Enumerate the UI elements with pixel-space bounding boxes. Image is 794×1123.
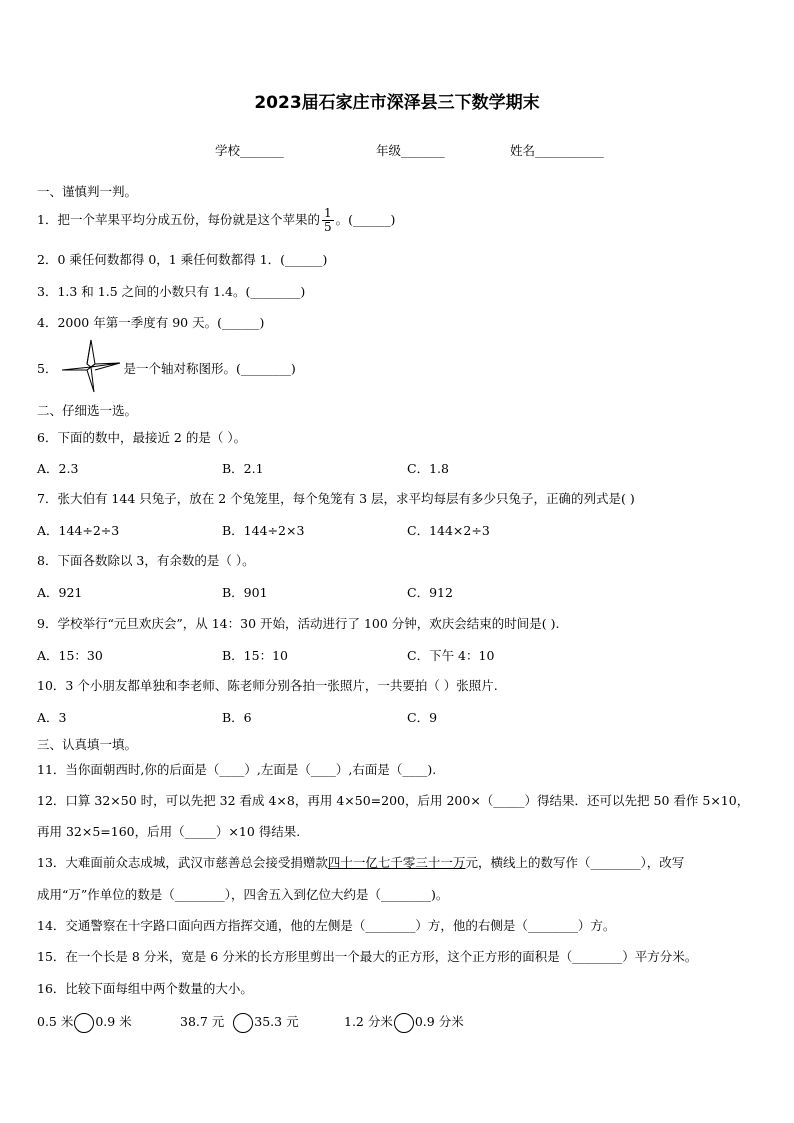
- compare-pair-3: [344, 1012, 464, 1033]
- question-13-line-2: 成用“万”作单位的数是（________），四舍五入到亿位大约是（________)。: [37, 887, 449, 902]
- question-10-option-b[interactable]: B．6: [222, 710, 252, 725]
- compare-circle[interactable]: [394, 1013, 414, 1033]
- question-8-option-b[interactable]: B．901: [222, 585, 268, 600]
- question-11: 11．当你面朝西时,你的后面是（____）,左面是（____）,右面是（____).: [37, 762, 437, 777]
- section-3-heading: 三、认真填一填。: [37, 737, 138, 752]
- compare-right: 35.3 元: [254, 1014, 299, 1029]
- question-1-answer[interactable]: 。(______): [335, 212, 396, 227]
- question-10-option-a[interactable]: A．3: [37, 710, 67, 725]
- question-9-option-a[interactable]: A．15：30: [37, 648, 103, 663]
- question-13-suffix: 元，横线上的数写作（________），改写: [465, 855, 685, 870]
- question-8-option-a[interactable]: A．921: [37, 585, 83, 600]
- question-6-option-c[interactable]: C．1.8: [407, 461, 449, 476]
- question-10-option-c[interactable]: C．9: [407, 710, 438, 725]
- question-12-line-2: 再用 32×5=160，后用（_____）×10 得结果.: [37, 824, 301, 839]
- compare-pair-2: [180, 1012, 299, 1033]
- question-12-line-1: 12．口算 32×50 时，可以先把 32 看成 4×8，再用 4×50=200，后用 200×（_____）得结果．还可以先把 50 看作 5×10，: [37, 793, 750, 808]
- question-8: 8．下面各数除以 3，有余数的是（ ）。: [37, 553, 255, 568]
- question-9-option-b[interactable]: B．15：10: [222, 648, 288, 663]
- question-10: 10．3 个小朋友都单独和李老师、陈老师分别各拍一张照片，一共要拍（ ）张照片.: [37, 678, 498, 693]
- question-16: 16．比较下面每组中两个数量的大小。: [37, 981, 253, 996]
- fraction-one-fifth: [322, 207, 334, 234]
- pinwheel-figure: [58, 336, 124, 396]
- question-5-number: 5．: [37, 361, 58, 376]
- compare-left: 0.5 米: [37, 1014, 74, 1029]
- question-3: 3．1.3 和 1.5 之间的小数只有 1.4。(________): [37, 284, 306, 299]
- question-4: 4．2000 年第一季度有 90 天。(______): [37, 315, 265, 330]
- section-1-heading: 一、谨慎判一判。: [37, 184, 138, 199]
- compare-left: 1.2 分米: [344, 1014, 393, 1029]
- fraction-numerator: 1: [323, 206, 332, 220]
- page-title: 2023届石家庄市深泽县三下数学期末: [254, 93, 540, 113]
- question-6-option-b[interactable]: B．2.1: [222, 461, 264, 476]
- name-field[interactable]: 姓名___________: [510, 143, 604, 158]
- question-13-prefix: 13．大难面前众志成城，武汉市慈善总会接受捐赠款: [37, 855, 328, 870]
- compare-left: 38.7 元: [180, 1014, 225, 1029]
- compare-right: 0.9 米: [95, 1014, 132, 1029]
- question-9-option-c[interactable]: C．下午 4：10: [407, 648, 495, 663]
- question-1: [37, 207, 395, 234]
- compare-pair-1: [37, 1012, 132, 1033]
- question-13-underlined-amount: 四十一亿七千零三十一万: [327, 855, 466, 870]
- compare-right: 0.9 分米: [414, 1014, 464, 1029]
- question-6-option-a[interactable]: A．2.3: [37, 461, 79, 476]
- compare-circle[interactable]: [233, 1013, 253, 1033]
- question-9: 9．学校举行“元旦欢庆会”，从 14：30 开始，活动进行了 100 分钟，欢庆会结束的时间是( ).: [37, 616, 560, 631]
- question-5-text: 是一个轴对称图形。(________): [123, 361, 296, 376]
- question-7-option-b[interactable]: B．144÷2×3: [222, 523, 305, 538]
- question-7: 7．张大伯有 144 只兔子，放在 2 个兔笼里，每个兔笼有 3 层，求平均每层有多少只兔子，正确的列式是( ): [37, 491, 635, 506]
- question-15: 15．在一个长是 8 分米，宽是 6 分米的长方形里剪出一个最大的正方形，这个正方形的面积是（________）平方分米。: [37, 949, 698, 964]
- question-2: 2．0 乘任何数都得 0，1 乘任何数都得 1．(______): [37, 252, 328, 267]
- question-8-option-c[interactable]: C．912: [407, 585, 453, 600]
- section-2-heading: 二、仔细选一选。: [37, 403, 138, 418]
- question-7-option-a[interactable]: A．144÷2÷3: [37, 523, 120, 538]
- school-field[interactable]: 学校_______: [215, 143, 284, 158]
- question-1-text: 1．把一个苹果平均分成五份，每份就是这个苹果的: [37, 212, 320, 227]
- question-7-option-c[interactable]: C．144×2÷3: [407, 523, 490, 538]
- compare-circle[interactable]: [74, 1013, 94, 1033]
- fraction-denominator: 5: [323, 220, 332, 234]
- question-6: 6．下面的数中，最接近 2 的是（ ）。: [37, 430, 247, 445]
- grade-field[interactable]: 年级_______: [376, 143, 445, 158]
- question-14: 14．交通警察在十字路口面向西方指挥交通，他的左侧是（________）方，他的右侧是（________）方。: [37, 918, 616, 933]
- question-13-line-1: [37, 853, 684, 871]
